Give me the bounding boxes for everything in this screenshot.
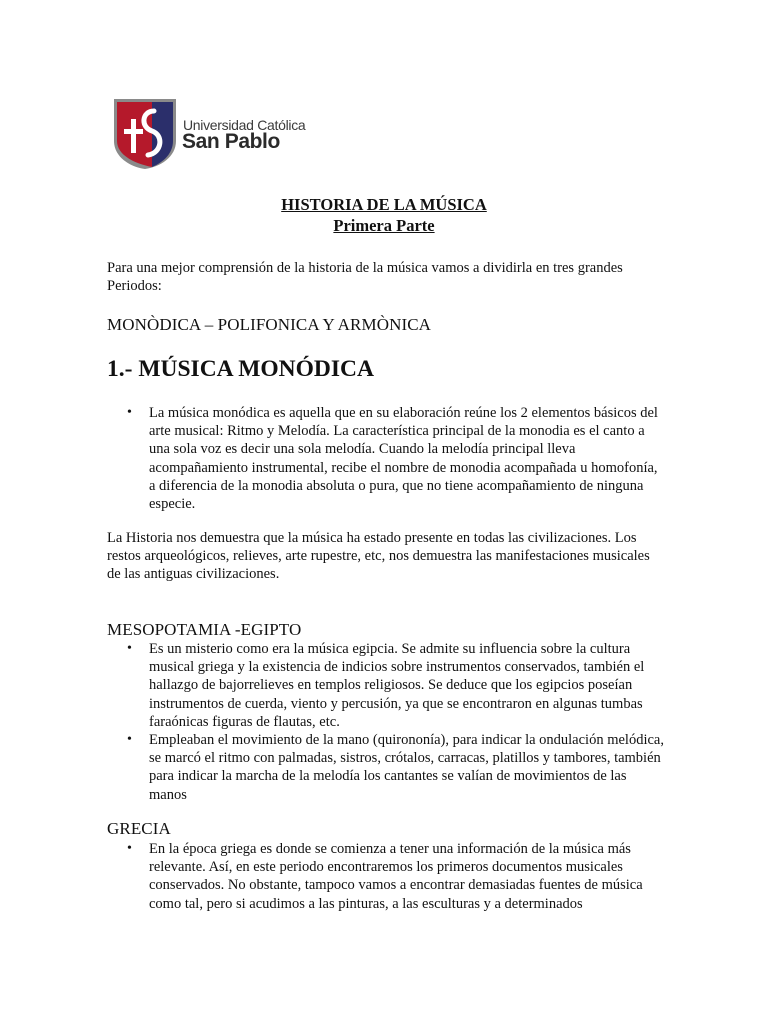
grecia-bullet-list <box>107 840 667 913</box>
list-item <box>107 640 667 731</box>
list-item-text: En la época griega es donde se comienza a tener una información de la música más relevante. Así, en este periodo encontraremos los primeros documentos musicales conservados. No obstante, tampoco vamos a encontrar demasiadas fuentes de música como tal, pero si acudimos a las pinturas, a las esculturas y a determinados <box>149 841 643 912</box>
section-heading-monodica: 1.- MÚSICA MONÓDICA <box>107 356 374 382</box>
section-heading-mesopotamia: MESOPOTAMIA -EGIPTO <box>107 620 302 639</box>
logo-university-name: Universidad Católica <box>183 117 306 133</box>
list-item-text: Empleaban el movimiento de la mano (quirononía), para indicar la ondulación melódica, se marcó el ritmo con palmadas, sistros, crótalos, carracas, platillos y tambores, también para indicar la marcha de la melodía los cantantes se valían de movimientos de las manos <box>149 732 664 803</box>
document-subtitle: Primera Parte <box>333 216 435 235</box>
document-title: HISTORIA DE LA MÚSICA <box>281 195 487 214</box>
list-item-text: Es un misterio como era la música egipcia. Se admite su influencia sobre la cultura musical griega y la existencia de indicios sobre instrumentos conservados, también el hallazgo de bajorrelieves en templos religiosos. Se deduce que los egipcios poseían instrumentos de cuerda, viento y percusión, ya que se encontraron en algunas tumbas faraónicas figuras de flautas, etc. <box>149 641 645 730</box>
monodica-bullet-list <box>107 404 667 513</box>
bullet-icon: • <box>127 841 132 856</box>
list-item <box>107 404 667 513</box>
university-logo <box>112 97 312 171</box>
list-item-text: La música monódica es aquella que en su elaboración reúne los 2 elementos básicos del arte musical: Ritmo y Melodía. La característica principal de la monodia es el canto a una sola voz es decir una sola melodía. Cuando la melodía principal lleva acompañamiento instrumental, recibe el nombre de monodia acompañada u homofonía, a diferencia de la monodia absoluta o pura, que no tiene acompañamiento de ninguna especie. <box>149 405 658 513</box>
university-crest-icon <box>112 97 178 171</box>
bullet-icon: • <box>127 641 132 656</box>
bullet-icon: • <box>127 405 132 420</box>
mesopotamia-bullet-list <box>107 640 667 804</box>
bullet-icon: • <box>127 732 132 748</box>
logo-campus-name: San Pablo <box>182 130 280 153</box>
section-heading-grecia: GRECIA <box>107 819 171 838</box>
history-paragraph: La Historia nos demuestra que la música ha estado presente en todas las civilizaciones. Los restos arqueológicos, relieves, arte rupestre, etc, nos demuestra las manifestaciones musicales de las antiguas civilizaciones. <box>107 530 650 583</box>
list-item <box>107 731 667 804</box>
periods-heading: MONÒDICA – POLIFONICA Y ARMÒNICA <box>107 315 432 334</box>
list-item <box>107 840 667 913</box>
intro-paragraph: Para una mejor comprensión de la historia de la música vamos a dividirla en tres grandes Periodos: <box>107 260 623 295</box>
